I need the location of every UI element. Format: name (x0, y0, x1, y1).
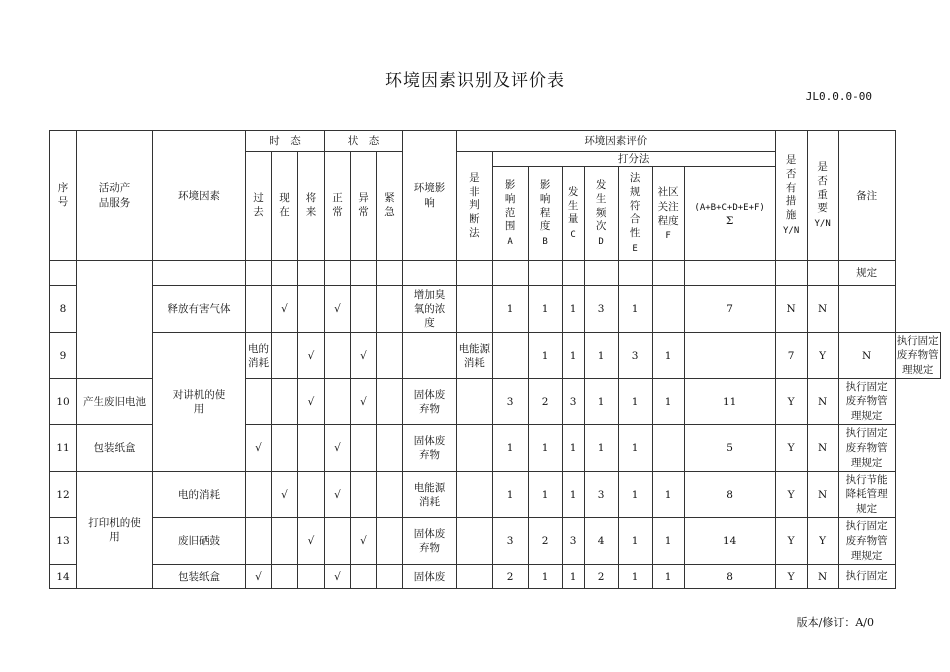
evaluation-table (49, 130, 941, 589)
cell-e: 1 (618, 472, 652, 518)
cell-a: 1 (492, 286, 528, 333)
cell-impact: 固体废弃物 (403, 379, 457, 425)
header-remark: 备注 (838, 131, 895, 261)
cell-e: 1 (618, 425, 652, 472)
cell-d: 3 (618, 333, 652, 379)
cell-factor: 释放有害气体 (153, 286, 246, 333)
header-f: 社区关注程度 F (652, 167, 684, 261)
cell-measures: Y (775, 379, 807, 425)
cell-now: √ (272, 286, 298, 333)
cell-impact: 电能源消耗 (403, 472, 457, 518)
cell-abnormal (351, 425, 377, 472)
cell-f: 1 (652, 518, 684, 565)
cell-no: 9 (50, 333, 77, 379)
cell-urgent (377, 286, 403, 333)
cell-b: 2 (528, 379, 562, 425)
cell-urgent (403, 333, 457, 379)
cell-no: 13 (50, 518, 77, 565)
table-row (50, 472, 941, 518)
cell-judge (457, 472, 493, 518)
cell-f (652, 425, 684, 472)
cell-a: 3 (492, 518, 528, 565)
cell-normal (325, 379, 351, 425)
header-urgent: 紧急 (377, 152, 403, 261)
cell-future: √ (298, 379, 325, 425)
cell-a: 1 (528, 333, 562, 379)
cell-abnormal (351, 565, 377, 589)
cell-f: 1 (652, 379, 684, 425)
cell-remark: 执行固定废弃物管理规定 (838, 425, 895, 472)
cell-normal: √ (325, 286, 351, 333)
cell-remark: 执行固定废弃物管理规定 (838, 518, 895, 565)
cell-no: 10 (50, 379, 77, 425)
cell-important: Y (807, 518, 838, 565)
cell-no (50, 261, 77, 286)
cell-past (246, 472, 272, 518)
cell-a: 2 (492, 565, 528, 589)
header-now: 现在 (272, 152, 298, 261)
header-eval: 环境因素评价 (457, 131, 776, 152)
cell-measures: Y (775, 518, 807, 565)
cell-e: 1 (618, 379, 652, 425)
header-judge: 是非判断法 (457, 152, 493, 261)
header-b: 影响程度 B (528, 167, 562, 261)
cell-important: N (807, 286, 838, 333)
cell-e: 1 (618, 565, 652, 589)
header-future: 将来 (298, 152, 325, 261)
cell-factor: 电的消耗 (153, 472, 246, 518)
header-seq: 序号 (50, 131, 77, 261)
cell-impact: 增加臭氧的浓度 (403, 286, 457, 333)
cell-important: N (807, 472, 838, 518)
header-tense: 时 态 (246, 131, 325, 152)
cell-e: 1 (652, 333, 684, 379)
cell-judge (457, 379, 493, 425)
cell-impact: 固体废 (403, 565, 457, 589)
cell-remark: 执行固定废弃物管理规定 (838, 379, 895, 425)
cell-sum: 5 (684, 425, 775, 472)
cell-b: 1 (528, 565, 562, 589)
cell-c: 1 (562, 425, 584, 472)
cell-now (272, 425, 298, 472)
cell-remark: 规定 (838, 261, 895, 286)
cell-important: N (807, 565, 838, 589)
table-row-continued (50, 261, 941, 286)
cell-activity: 打印机的使用 (77, 472, 153, 589)
cell-urgent (377, 379, 403, 425)
cell-a: 1 (492, 425, 528, 472)
cell-impact: 固体废弃物 (403, 425, 457, 472)
cell-sum: 8 (684, 472, 775, 518)
cell-c: 3 (562, 518, 584, 565)
cell-past (246, 518, 272, 565)
cell-sum: 14 (684, 518, 775, 565)
table-row (50, 333, 941, 379)
header-scoring: 打分法 (492, 152, 775, 167)
cell-measures: N (775, 286, 807, 333)
cell-future (298, 472, 325, 518)
cell-now: √ (298, 333, 325, 379)
cell-f (652, 286, 684, 333)
cell-a: 1 (492, 472, 528, 518)
cell-past (246, 379, 272, 425)
cell-measures: Y (775, 425, 807, 472)
header-factor: 环境因素 (153, 131, 246, 261)
cell-f: 1 (652, 565, 684, 589)
version-footer: 版本/修订：A/0 (796, 616, 874, 629)
cell-b: 1 (528, 425, 562, 472)
cell-normal: √ (325, 472, 351, 518)
cell-urgent (377, 472, 403, 518)
cell-sum: 7 (684, 286, 775, 333)
cell-activity (77, 261, 153, 379)
cell-e: 1 (618, 518, 652, 565)
cell-past (272, 333, 298, 379)
cell-c: 1 (562, 286, 584, 333)
cell-no: 14 (50, 565, 77, 589)
cell-future (325, 333, 351, 379)
cell-remark: 执行节能降耗管理规定 (838, 472, 895, 518)
cell-normal: √ (351, 333, 377, 379)
table-row (50, 286, 941, 333)
cell-now (272, 565, 298, 589)
cell-judge (492, 333, 528, 379)
cell-measures: Y (807, 333, 838, 379)
cell-b: 1 (562, 333, 584, 379)
cell-normal: √ (325, 565, 351, 589)
cell-factor: 电的消耗 (246, 333, 272, 379)
cell-no: 12 (50, 472, 77, 518)
cell-future (298, 425, 325, 472)
cell-sum: 8 (684, 565, 775, 589)
cell-remark (838, 286, 895, 333)
cell-judge (457, 425, 493, 472)
cell-important: N (807, 425, 838, 472)
cell-abnormal: √ (351, 518, 377, 565)
cell-future (298, 286, 325, 333)
cell-judge (457, 286, 493, 333)
cell-now: √ (272, 472, 298, 518)
cell-no: 11 (50, 425, 77, 472)
header-important: 是否重要 Y/N (807, 131, 838, 261)
header-d: 发生频次 D (584, 167, 618, 261)
header-abnormal: 异常 (351, 152, 377, 261)
header-past: 过去 (246, 152, 272, 261)
cell-future (298, 565, 325, 589)
cell-factor: 废旧硒鼓 (153, 518, 246, 565)
cell-abnormal (351, 286, 377, 333)
cell-c: 1 (584, 333, 618, 379)
cell-normal (325, 518, 351, 565)
cell-b: 2 (528, 518, 562, 565)
header-a: 影响范围 A (492, 167, 528, 261)
cell-factor: 产生废旧电池 (77, 379, 153, 425)
cell-e: 1 (618, 286, 652, 333)
cell-remark: 执行固定废弃物管理规定 (895, 333, 940, 379)
cell-urgent (377, 425, 403, 472)
table-row (50, 565, 941, 589)
cell-abnormal (351, 472, 377, 518)
cell-b: 1 (528, 286, 562, 333)
document-number: JL0.0.0-00 (805, 90, 872, 103)
cell-b: 1 (528, 472, 562, 518)
document-title: 环境因素识别及评价表 (385, 71, 565, 91)
cell-d: 3 (584, 472, 618, 518)
cell-judge (457, 565, 493, 589)
cell-impact: 固体废弃物 (403, 518, 457, 565)
cell-d: 3 (584, 286, 618, 333)
cell-urgent (377, 565, 403, 589)
cell-remark: 执行固定 (838, 565, 895, 589)
cell-important: N (807, 379, 838, 425)
cell-d: 2 (584, 565, 618, 589)
cell-urgent (377, 518, 403, 565)
cell-sum: 11 (684, 379, 775, 425)
cell-past: √ (246, 565, 272, 589)
cell-c: 1 (562, 472, 584, 518)
cell-normal: √ (325, 425, 351, 472)
cell-judge (457, 518, 493, 565)
cell-d: 4 (584, 518, 618, 565)
cell-past (246, 286, 272, 333)
cell-c: 3 (562, 379, 584, 425)
cell-f (684, 333, 775, 379)
cell-important: N (838, 333, 895, 379)
cell-abnormal (377, 333, 403, 379)
cell-sum: 7 (775, 333, 807, 379)
cell-a: 3 (492, 379, 528, 425)
cell-activity: 对讲机的使用 (153, 333, 246, 472)
header-measures: 是否有措施 Y/N (775, 131, 807, 261)
cell-f: 1 (652, 472, 684, 518)
cell-measures: Y (775, 565, 807, 589)
cell-impact: 电能源消耗 (457, 333, 493, 379)
cell-factor: 包装纸盒 (153, 565, 246, 589)
table-row (50, 518, 941, 565)
header-state: 状 态 (325, 131, 403, 152)
cell-c: 1 (562, 565, 584, 589)
cell-now (272, 379, 298, 425)
cell-abnormal: √ (351, 379, 377, 425)
header-e: 法规符合性 E (618, 167, 652, 261)
cell-d: 1 (584, 379, 618, 425)
header-impact: 环境影响 (403, 131, 457, 261)
cell-now (272, 518, 298, 565)
cell-factor: 包装纸盒 (77, 425, 153, 472)
cell-d: 1 (584, 425, 618, 472)
cell-future: √ (298, 518, 325, 565)
cell-past: √ (246, 425, 272, 472)
header-c: 发生量 C (562, 167, 584, 261)
cell-measures: Y (775, 472, 807, 518)
header-sum: (A+B+C+D+E+F) Σ (684, 167, 775, 261)
header-normal: 正常 (325, 152, 351, 261)
header-activity: 活动产品服务 (77, 131, 153, 261)
cell-no: 8 (50, 286, 77, 333)
